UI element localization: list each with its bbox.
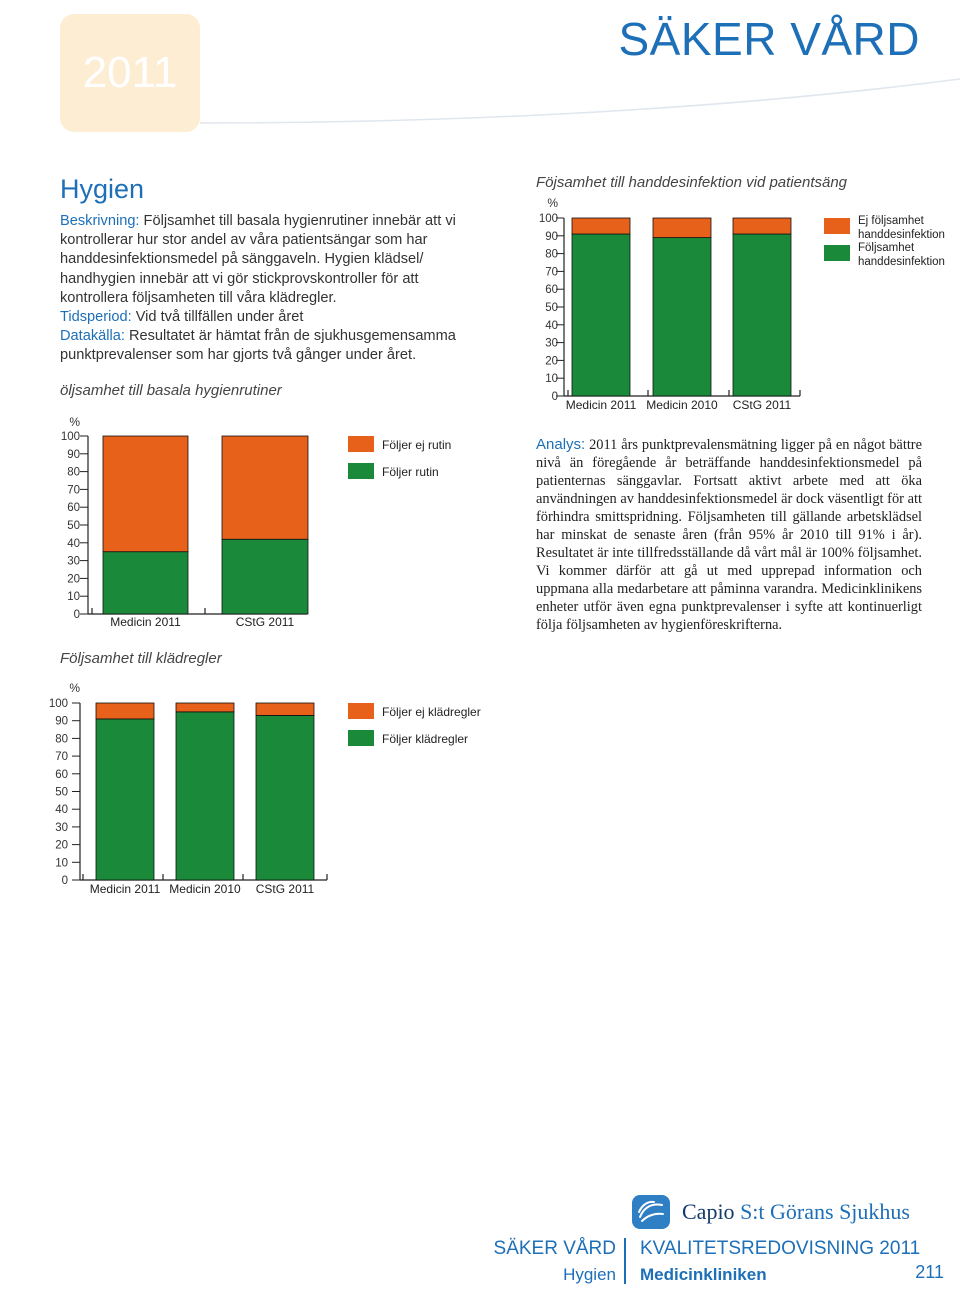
y-tick-label: 70 (55, 751, 68, 764)
logo-text (682, 1199, 910, 1225)
analysis-text (536, 436, 922, 634)
legend-label-continued: handdesinfektion (858, 229, 945, 241)
footer-report-name: KVALITETSREDOVISNING 2011 (640, 1238, 921, 1259)
chart-title-kladregler: Följsamhet till klädregler (60, 650, 222, 667)
y-tick-label: 30 (67, 555, 80, 568)
y-tick-label: 20 (55, 839, 68, 852)
hand-logo-icon (632, 1195, 670, 1229)
y-tick-label: 10 (55, 857, 68, 870)
logo-name-part1: Capio (682, 1199, 741, 1224)
x-category-label: Medicin 2010 (169, 882, 241, 896)
y-tick-label: 60 (67, 502, 80, 515)
bar-segment (256, 703, 314, 715)
bar-segment (572, 234, 630, 396)
bar-segment (222, 539, 308, 614)
legend-label: Följer ej rutin (382, 438, 452, 452)
y-tick-label: 0 (61, 875, 68, 887)
legend-label: Följer klädregler (382, 732, 469, 746)
period-label: Tidsperiod: (60, 309, 132, 326)
period-text: Vid två tillfällen under året (131, 309, 304, 326)
y-tick-label: 40 (545, 319, 558, 332)
footer-right (640, 1238, 920, 1285)
chart-handdesinfektion (539, 196, 945, 412)
section-title: Hygien (60, 174, 145, 204)
bar-segment (176, 703, 234, 712)
legend-label-continued: handdesinfektion (858, 256, 945, 268)
legend-swatch (348, 436, 374, 452)
footer-left (494, 1238, 616, 1285)
y-tick-label: 30 (545, 337, 558, 350)
y-tick-label: 50 (545, 302, 558, 314)
source-label: Datakälla: (60, 328, 125, 345)
y-tick-label: 0 (551, 391, 558, 403)
x-category-label: Medicin 2010 (646, 398, 718, 412)
y-tick-label: 40 (55, 804, 68, 817)
description-text: Följsamhet till basala hygienrutiner innebär att vi kontrollerar hur stor andel av våra patientsängar som har handdesinfektionsmedel på sänggaveln. Hygien klädsel/ handhygien innebär att vi gör stickprovskontroller för att kontrollera följsamheten till våra klädregler. (60, 213, 456, 306)
legend-swatch (824, 245, 850, 261)
chart-kladregler (49, 681, 481, 896)
legend-label: Följsamhet (858, 242, 915, 254)
logo (632, 1195, 910, 1229)
bar-segment (222, 436, 308, 539)
footer-clinic-name: Medicinkliniken (640, 1265, 767, 1284)
y-tick-label: 70 (545, 266, 558, 279)
header-title: SÄKER VÅRD (618, 13, 920, 65)
y-tick-label: 20 (545, 355, 558, 368)
y-tick-label: 90 (545, 230, 558, 243)
year-badge: 2011 (60, 14, 200, 132)
y-tick-label: 80 (55, 733, 68, 746)
bar-segment (256, 715, 314, 880)
analysis-label: Analys: (536, 436, 586, 453)
chart-title-basala: öljsamhet till basala hygienrutiner (60, 382, 282, 399)
y-tick-label: 60 (55, 768, 68, 781)
x-category-label: CStG 2011 (235, 615, 295, 629)
bar-segment (103, 552, 188, 614)
legend-label: Följer rutin (382, 465, 439, 479)
x-category-label: CStG 2011 (255, 882, 315, 896)
bar-segment (176, 712, 234, 880)
bar-segment (96, 719, 154, 880)
y-tick-label: 10 (545, 373, 558, 386)
chart-basala (61, 415, 452, 629)
bar-segment (653, 238, 711, 396)
footer-subsection-name: Hygien (563, 1265, 616, 1284)
y-tick-label: 100 (48, 698, 68, 710)
y-tick-label: 50 (55, 786, 68, 799)
y-tick-label: 100 (538, 213, 558, 225)
footer-section-name: SÄKER VÅRD (493, 1238, 616, 1259)
y-tick-label: 60 (545, 284, 558, 297)
y-tick-label: 50 (67, 520, 80, 532)
y-tick-label: 40 (67, 537, 80, 550)
y-tick-label: 90 (55, 715, 68, 728)
legend-label: Följer ej klädregler (382, 705, 481, 719)
analysis-body: 2011 års punktprevalensmätning ligger på en något bättre nivå än föregående år beträffande handdesinfektionsmedel på patienternas sänggavlar. Fortsatt aktivt arbete med att öka användningen av handdesinfektionsmedel är dock väsentligt för att förhindra smittspridning. Följsamheten till gällande arbetsklädsel har minskat de senaste åren (från 95% år 2010 till 91% i år). Resultatet är inte tillfredsställande då vårt mål är 100% följsamhet. Vi kommer därför att gå ut med upprepad information och uppmana alla medarbetare att påminna varandra. Medicinklinikens enheter utför även egna punktprevalenser i syfte att kontinuerligt följa följsamheten av hygienföreskrifterna. (536, 437, 922, 633)
y-tick-label: 80 (67, 466, 80, 479)
y-tick-label: 70 (67, 484, 80, 497)
footer-divider (624, 1238, 626, 1284)
y-tick-label: 20 (67, 573, 80, 586)
x-category-label: Medicin 2011 (110, 615, 181, 629)
chart-title-handdesinfektion: Föjsamhet till handdesinfektion vid patientsäng (536, 174, 848, 191)
page-number: 211 (915, 1262, 944, 1282)
legend-label: Ej följsamhet (858, 215, 924, 227)
y-axis-unit-label: % (547, 196, 558, 210)
y-axis-unit-label: % (69, 681, 80, 695)
bar-segment (96, 703, 154, 719)
y-tick-label: 30 (55, 821, 68, 834)
y-tick-label: 80 (545, 248, 558, 261)
bar-segment (103, 436, 188, 552)
source-text: Resultatet är hämtat från de sjukhusgemensamma punktprevalenser som har gjorts två gånger under året. (60, 328, 456, 364)
y-tick-label: 90 (67, 448, 80, 461)
bar-segment (733, 234, 791, 396)
bar-segment (572, 218, 630, 234)
x-category-label: CStG 2011 (732, 398, 792, 412)
legend-swatch (348, 730, 374, 746)
y-tick-label: 0 (73, 609, 80, 621)
description-label: Beskrivning: (60, 213, 140, 229)
y-tick-label: 10 (67, 591, 80, 604)
legend-swatch (824, 218, 850, 234)
legend-swatch (348, 463, 374, 479)
bar-segment (733, 218, 791, 234)
x-category-label: Medicin 2011 (565, 398, 637, 412)
x-category-label: Medicin 2011 (89, 882, 161, 896)
logo-name-part2: S:t Görans Sjukhus (740, 1199, 910, 1224)
y-axis-unit-label: % (69, 415, 80, 429)
y-tick-label: 100 (60, 431, 80, 443)
bar-segment (653, 218, 711, 238)
legend-swatch (348, 703, 374, 719)
